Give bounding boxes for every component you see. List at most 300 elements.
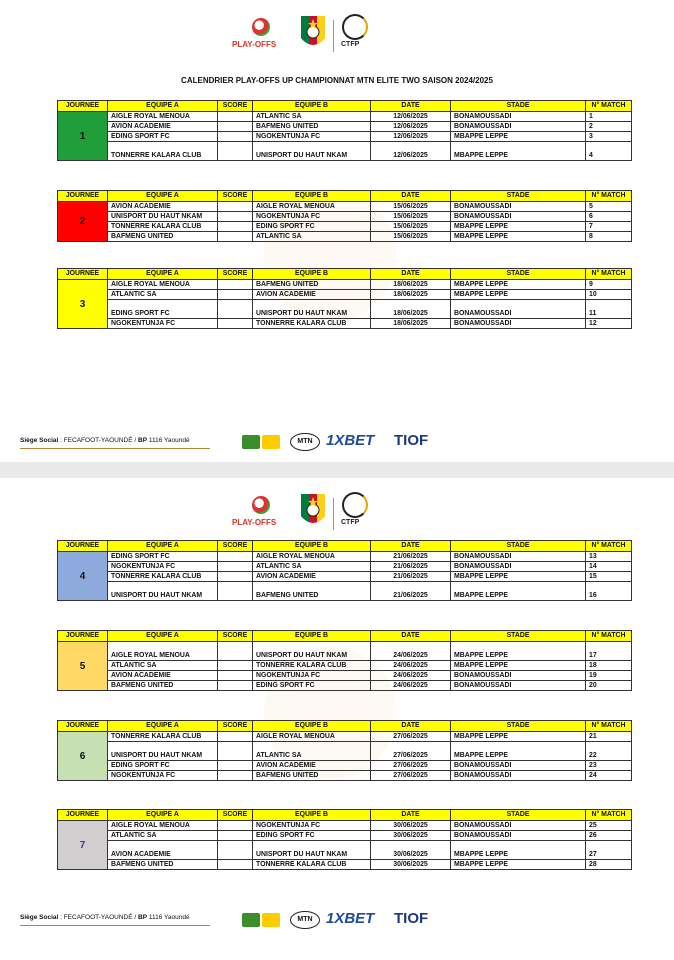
column-header-equipe-a: EQUIPE A [108, 541, 218, 552]
match-number-cell: 7 [586, 222, 632, 232]
stade-cell: MBAPPE LEPPE [451, 661, 586, 671]
team-b-cell: EDING SPORT FC [253, 831, 371, 841]
header-logos [0, 14, 674, 58]
table-row [58, 112, 632, 122]
footer-bp-label: BP [138, 437, 148, 444]
date-cell: 27/06/2025 [371, 761, 451, 771]
stade-cell: BONAMOUSSADI [451, 202, 586, 212]
team-a-cell: AIGLE ROYAL MENOUA [108, 642, 218, 661]
stade-cell: MBAPPE LEPPE [451, 732, 586, 742]
team-b-cell: NGOKENTUNJA FC [253, 212, 371, 222]
match-number-cell: 26 [586, 831, 632, 841]
column-header-journee: JOURNEE [58, 631, 108, 642]
footer-address [20, 914, 190, 921]
ctfp-logo [340, 14, 368, 56]
match-number-cell: 28 [586, 860, 632, 870]
footer-address [20, 437, 190, 444]
team-b-cell: BAFMENG UNITED [253, 280, 371, 290]
journee-number: 3 [58, 280, 108, 329]
sponsor-yellow-logo-icon [262, 435, 280, 449]
column-header-score: SCORE [218, 810, 253, 821]
column-header-stade: STADE [451, 541, 586, 552]
team-a-cell: TONNERRE KALARA CLUB [108, 572, 218, 582]
stade-cell: MBAPPE LEPPE [451, 742, 586, 761]
score-cell [218, 671, 253, 681]
match-number-cell: 24 [586, 771, 632, 781]
stade-cell: MBAPPE LEPPE [451, 232, 586, 242]
team-a-cell: UNISPORT DU HAUT NKAM [108, 582, 218, 601]
date-cell: 27/06/2025 [371, 742, 451, 761]
match-number-cell: 27 [586, 841, 632, 860]
page-title: CALENDRIER PLAY-OFFS UP CHAMPIONNAT MTN ELITE TWO SAISON 2024/2025 [181, 76, 493, 85]
column-header-equipe-b: EQUIPE B [253, 810, 371, 821]
schedule-table-journee-1 [57, 100, 632, 161]
logo-text-b: OFFS [254, 518, 277, 527]
team-b-cell: TONNERRE KALARA CLUB [253, 319, 371, 329]
play-offs-logo [232, 18, 288, 58]
footer-rule [20, 448, 210, 449]
column-header-score: SCORE [218, 631, 253, 642]
stade-cell: MBAPPE LEPPE [451, 280, 586, 290]
column-header-journee: JOURNEE [58, 101, 108, 112]
stade-cell: BONAMOUSSADI [451, 771, 586, 781]
table-row [58, 821, 632, 831]
team-b-cell: TONNERRE KALARA CLUB [253, 661, 371, 671]
date-cell: 30/06/2025 [371, 860, 451, 870]
team-b-cell: AIGLE ROYAL MENOUA [253, 202, 371, 212]
date-cell: 12/06/2025 [371, 122, 451, 132]
date-cell: 12/06/2025 [371, 142, 451, 161]
sponsor-green-logo-icon [242, 913, 260, 927]
table-row [58, 132, 632, 142]
table-row [58, 661, 632, 671]
team-a-cell: EDING SPORT FC [108, 761, 218, 771]
team-a-cell: AIGLE ROYAL MENOUA [108, 280, 218, 290]
stade-cell: BONAMOUSSADI [451, 122, 586, 132]
team-a-cell: ATLANTIC SA [108, 290, 218, 300]
stade-cell: MBAPPE LEPPE [451, 572, 586, 582]
date-cell: 27/06/2025 [371, 732, 451, 742]
schedule-table-journee-7 [57, 809, 632, 870]
journee-number: 5 [58, 642, 108, 691]
mtn-logo: MTN [290, 433, 320, 451]
team-b-cell: AIGLE ROYAL MENOUA [253, 732, 371, 742]
date-cell: 30/06/2025 [371, 831, 451, 841]
table-row [58, 671, 632, 681]
schedule-table-journee-4 [57, 540, 632, 601]
table-row [58, 642, 632, 661]
team-b-cell: AVION ACADEMIE [253, 290, 371, 300]
match-number-cell: 11 [586, 300, 632, 319]
team-a-cell: EDING SPORT FC [108, 132, 218, 142]
match-number-cell: 21 [586, 732, 632, 742]
team-a-cell: AVION ACADEMIE [108, 202, 218, 212]
score-cell [218, 132, 253, 142]
column-header-n-match: N° MATCH [586, 101, 632, 112]
match-number-cell: 20 [586, 681, 632, 691]
tiof-logo: TIOF [394, 910, 429, 927]
team-b-cell: AVION ACADEMIE [253, 572, 371, 582]
ball-icon [252, 18, 270, 36]
table-row [58, 681, 632, 691]
stade-cell: MBAPPE LEPPE [451, 642, 586, 661]
date-cell: 18/06/2025 [371, 300, 451, 319]
column-header-equipe-b: EQUIPE B [253, 721, 371, 732]
match-number-cell: 8 [586, 232, 632, 242]
table-row [58, 122, 632, 132]
column-header-score: SCORE [218, 191, 253, 202]
score-cell [218, 202, 253, 212]
score-cell [218, 222, 253, 232]
team-b-cell: UNISPORT DU HAUT NKAM [253, 300, 371, 319]
match-number-cell: 10 [586, 290, 632, 300]
column-header-equipe-b: EQUIPE B [253, 101, 371, 112]
date-cell: 21/06/2025 [371, 572, 451, 582]
logo-divider [333, 20, 334, 52]
date-cell: 21/06/2025 [371, 582, 451, 601]
table-row [58, 582, 632, 601]
table-header-row [58, 541, 632, 552]
date-cell: 15/06/2025 [371, 212, 451, 222]
stade-cell: MBAPPE LEPPE [451, 142, 586, 161]
date-cell: 15/06/2025 [371, 232, 451, 242]
team-a-cell: BAFMENG UNITED [108, 681, 218, 691]
team-a-cell: BAFMENG UNITED [108, 860, 218, 870]
fecafoot-crest-icon [300, 492, 326, 530]
date-cell: 24/06/2025 [371, 642, 451, 661]
match-number-cell: 13 [586, 552, 632, 562]
journee-number: 6 [58, 732, 108, 781]
stade-cell: BONAMOUSSADI [451, 821, 586, 831]
1xbet-logo: 1XBET [326, 910, 375, 927]
table-row [58, 280, 632, 290]
team-a-cell: EDING SPORT FC [108, 300, 218, 319]
team-a-cell: TONNERRE KALARA CLUB [108, 222, 218, 232]
journee-number: 4 [58, 552, 108, 601]
column-header-date: DATE [371, 541, 451, 552]
schedule-table-journee-3 [57, 268, 632, 329]
stade-cell: MBAPPE LEPPE [451, 841, 586, 860]
score-cell [218, 742, 253, 761]
team-a-cell: NGOKENTUNJA FC [108, 319, 218, 329]
score-cell [218, 212, 253, 222]
table-row [58, 142, 632, 161]
score-cell [218, 841, 253, 860]
column-header-journee: JOURNEE [58, 269, 108, 280]
date-cell: 21/06/2025 [371, 562, 451, 572]
sponsor-logos [242, 910, 452, 930]
stade-cell: MBAPPE LEPPE [451, 132, 586, 142]
date-cell: 24/06/2025 [371, 681, 451, 691]
team-a-cell: AIGLE ROYAL MENOUA [108, 821, 218, 831]
column-header-n-match: N° MATCH [586, 631, 632, 642]
match-number-cell: 18 [586, 661, 632, 671]
score-cell [218, 642, 253, 661]
logo-text-a: PLAY- [232, 518, 255, 527]
team-a-cell: ATLANTIC SA [108, 831, 218, 841]
footer-bp-label: BP [138, 914, 148, 921]
team-a-cell: TONNERRE KALARA CLUB [108, 732, 218, 742]
team-b-cell: NGOKENTUNJA FC [253, 132, 371, 142]
stade-cell: MBAPPE LEPPE [451, 222, 586, 232]
date-cell: 18/06/2025 [371, 319, 451, 329]
date-cell: 15/06/2025 [371, 222, 451, 232]
team-a-cell: UNISPORT DU HAUT NKAM [108, 212, 218, 222]
team-b-cell: ATLANTIC SA [253, 112, 371, 122]
table-row [58, 300, 632, 319]
team-a-cell: EDING SPORT FC [108, 552, 218, 562]
column-header-score: SCORE [218, 269, 253, 280]
team-b-cell: EDING SPORT FC [253, 222, 371, 232]
team-b-cell: ATLANTIC SA [253, 232, 371, 242]
stade-cell: BONAMOUSSADI [451, 562, 586, 572]
column-header-stade: STADE [451, 269, 586, 280]
team-b-cell: NGOKENTUNJA FC [253, 671, 371, 681]
match-number-cell: 9 [586, 280, 632, 290]
stade-cell: BONAMOUSSADI [451, 831, 586, 841]
team-a-cell: BAFMENG UNITED [108, 232, 218, 242]
team-a-cell: AIGLE ROYAL MENOUA [108, 112, 218, 122]
team-b-cell: UNISPORT DU HAUT NKAM [253, 142, 371, 161]
column-header-stade: STADE [451, 101, 586, 112]
stade-cell: MBAPPE LEPPE [451, 290, 586, 300]
date-cell: 12/06/2025 [371, 112, 451, 122]
team-a-cell: NGOKENTUNJA FC [108, 562, 218, 572]
column-header-journee: JOURNEE [58, 191, 108, 202]
column-header-equipe-a: EQUIPE A [108, 269, 218, 280]
table-row [58, 761, 632, 771]
column-header-date: DATE [371, 810, 451, 821]
team-a-cell: AVION ACADEMIE [108, 671, 218, 681]
team-b-cell: UNISPORT DU HAUT NKAM [253, 841, 371, 860]
footer-label: Siège Social [20, 437, 59, 444]
column-header-journee: JOURNEE [58, 810, 108, 821]
team-b-cell: AVION ACADEMIE [253, 761, 371, 771]
table-row [58, 552, 632, 562]
ctfp-text: CTFP [341, 41, 360, 48]
schedule-table-journee-6 [57, 720, 632, 781]
table-row [58, 572, 632, 582]
score-cell [218, 300, 253, 319]
stade-cell: MBAPPE LEPPE [451, 582, 586, 601]
stade-cell: BONAMOUSSADI [451, 671, 586, 681]
column-header-n-match: N° MATCH [586, 810, 632, 821]
table-header-row [58, 721, 632, 732]
table-header-row [58, 101, 632, 112]
table-row [58, 742, 632, 761]
ctfp-logo [340, 492, 368, 534]
schedule-table-journee-2 [57, 190, 632, 242]
ball-icon [252, 496, 270, 514]
ctfp-text: CTFP [341, 519, 360, 526]
match-number-cell: 16 [586, 582, 632, 601]
table-row [58, 841, 632, 860]
score-cell [218, 732, 253, 742]
team-b-cell: ATLANTIC SA [253, 562, 371, 572]
team-a-cell: AVION ACADEMIE [108, 841, 218, 860]
footer-rule [20, 925, 210, 926]
column-header-equipe-a: EQUIPE A [108, 631, 218, 642]
match-number-cell: 12 [586, 319, 632, 329]
stade-cell: BONAMOUSSADI [451, 761, 586, 771]
date-cell: 30/06/2025 [371, 841, 451, 860]
score-cell [218, 572, 253, 582]
team-b-cell: BAFMENG UNITED [253, 122, 371, 132]
score-cell [218, 319, 253, 329]
stade-cell: BONAMOUSSADI [451, 212, 586, 222]
score-cell [218, 122, 253, 132]
column-header-stade: STADE [451, 631, 586, 642]
column-header-equipe-b: EQUIPE B [253, 631, 371, 642]
match-number-cell: 23 [586, 761, 632, 771]
column-header-date: DATE [371, 631, 451, 642]
match-number-cell: 6 [586, 212, 632, 222]
match-number-cell: 2 [586, 122, 632, 132]
table-row [58, 212, 632, 222]
column-header-equipe-a: EQUIPE A [108, 191, 218, 202]
schedule-table-journee-5 [57, 630, 632, 691]
logo-text-a: PLAY- [232, 40, 255, 49]
score-cell [218, 831, 253, 841]
column-header-score: SCORE [218, 721, 253, 732]
column-header-n-match: N° MATCH [586, 721, 632, 732]
score-cell [218, 761, 253, 771]
score-cell [218, 821, 253, 831]
table-row [58, 771, 632, 781]
footer-label: Siège Social [20, 914, 59, 921]
match-number-cell: 15 [586, 572, 632, 582]
score-cell [218, 661, 253, 671]
document-page-1 [0, 0, 674, 462]
table-row [58, 290, 632, 300]
column-header-n-match: N° MATCH [586, 269, 632, 280]
team-b-cell: TONNERRE KALARA CLUB [253, 860, 371, 870]
journee-number: 1 [58, 112, 108, 161]
table-row [58, 202, 632, 212]
date-cell: 15/06/2025 [371, 202, 451, 212]
journee-number: 2 [58, 202, 108, 242]
score-cell [218, 232, 253, 242]
match-number-cell: 14 [586, 562, 632, 572]
column-header-stade: STADE [451, 810, 586, 821]
match-number-cell: 3 [586, 132, 632, 142]
mtn-logo: MTN [290, 911, 320, 929]
stade-cell: BONAMOUSSADI [451, 681, 586, 691]
column-header-equipe-b: EQUIPE B [253, 191, 371, 202]
sponsor-yellow-logo-icon [262, 913, 280, 927]
date-cell: 30/06/2025 [371, 821, 451, 831]
team-b-cell: EDING SPORT FC [253, 681, 371, 691]
date-cell: 24/06/2025 [371, 671, 451, 681]
sponsor-green-logo-icon [242, 435, 260, 449]
play-offs-logo [232, 496, 288, 536]
date-cell: 18/06/2025 [371, 290, 451, 300]
score-cell [218, 142, 253, 161]
column-header-journee: JOURNEE [58, 721, 108, 732]
column-header-date: DATE [371, 721, 451, 732]
column-header-equipe-a: EQUIPE A [108, 810, 218, 821]
score-cell [218, 681, 253, 691]
table-row [58, 222, 632, 232]
stade-cell: BONAMOUSSADI [451, 112, 586, 122]
column-header-n-match: N° MATCH [586, 541, 632, 552]
date-cell: 27/06/2025 [371, 771, 451, 781]
table-header-row [58, 810, 632, 821]
tiof-logo: TIOF [394, 432, 429, 449]
sponsor-logos [242, 432, 452, 452]
footer-address-text: : FECAFOOT-YAOUNDÉ / [58, 914, 138, 921]
score-cell [218, 112, 253, 122]
column-header-equipe-b: EQUIPE B [253, 541, 371, 552]
table-row [58, 860, 632, 870]
column-header-journee: JOURNEE [58, 541, 108, 552]
table-row [58, 319, 632, 329]
date-cell: 18/06/2025 [371, 280, 451, 290]
logo-text-b: OFFS [254, 40, 277, 49]
team-a-cell: AVION ACADEMIE [108, 122, 218, 132]
table-header-row [58, 191, 632, 202]
team-a-cell: NGOKENTUNJA FC [108, 771, 218, 781]
match-number-cell: 17 [586, 642, 632, 661]
match-number-cell: 19 [586, 671, 632, 681]
footer-address-text: : FECAFOOT-YAOUNDÉ / [58, 437, 138, 444]
column-header-stade: STADE [451, 721, 586, 732]
stade-cell: BONAMOUSSADI [451, 319, 586, 329]
score-cell [218, 771, 253, 781]
stade-cell: BONAMOUSSADI [451, 552, 586, 562]
score-cell [218, 552, 253, 562]
column-header-n-match: N° MATCH [586, 191, 632, 202]
team-b-cell: UNISPORT DU HAUT NKAM [253, 642, 371, 661]
date-cell: 12/06/2025 [371, 132, 451, 142]
column-header-date: DATE [371, 191, 451, 202]
match-number-cell: 25 [586, 821, 632, 831]
team-a-cell: TONNERRE KALARA CLUB [108, 142, 218, 161]
team-b-cell: AIGLE ROYAL MENOUA [253, 552, 371, 562]
team-a-cell: ATLANTIC SA [108, 661, 218, 671]
team-b-cell: BAFMENG UNITED [253, 582, 371, 601]
score-cell [218, 280, 253, 290]
column-header-equipe-b: EQUIPE B [253, 269, 371, 280]
score-cell [218, 860, 253, 870]
table-row [58, 831, 632, 841]
table-header-row [58, 269, 632, 280]
team-b-cell: BAFMENG UNITED [253, 771, 371, 781]
header-logos [0, 492, 674, 536]
table-row [58, 232, 632, 242]
1xbet-logo: 1XBET [326, 432, 375, 449]
stade-cell: MBAPPE LEPPE [451, 860, 586, 870]
date-cell: 21/06/2025 [371, 552, 451, 562]
column-header-date: DATE [371, 101, 451, 112]
table-row [58, 562, 632, 572]
footer-bp-text: 1116 Yaoundé [147, 437, 190, 444]
column-header-date: DATE [371, 269, 451, 280]
column-header-equipe-a: EQUIPE A [108, 101, 218, 112]
stade-cell: BONAMOUSSADI [451, 300, 586, 319]
column-header-score: SCORE [218, 541, 253, 552]
team-b-cell: NGOKENTUNJA FC [253, 821, 371, 831]
team-a-cell: UNISPORT DU HAUT NKAM [108, 742, 218, 761]
column-header-equipe-a: EQUIPE A [108, 721, 218, 732]
match-number-cell: 1 [586, 112, 632, 122]
column-header-score: SCORE [218, 101, 253, 112]
table-row [58, 732, 632, 742]
journee-number: 7 [58, 821, 108, 870]
team-b-cell: ATLANTIC SA [253, 742, 371, 761]
fecafoot-crest-icon [300, 14, 326, 52]
score-cell [218, 290, 253, 300]
